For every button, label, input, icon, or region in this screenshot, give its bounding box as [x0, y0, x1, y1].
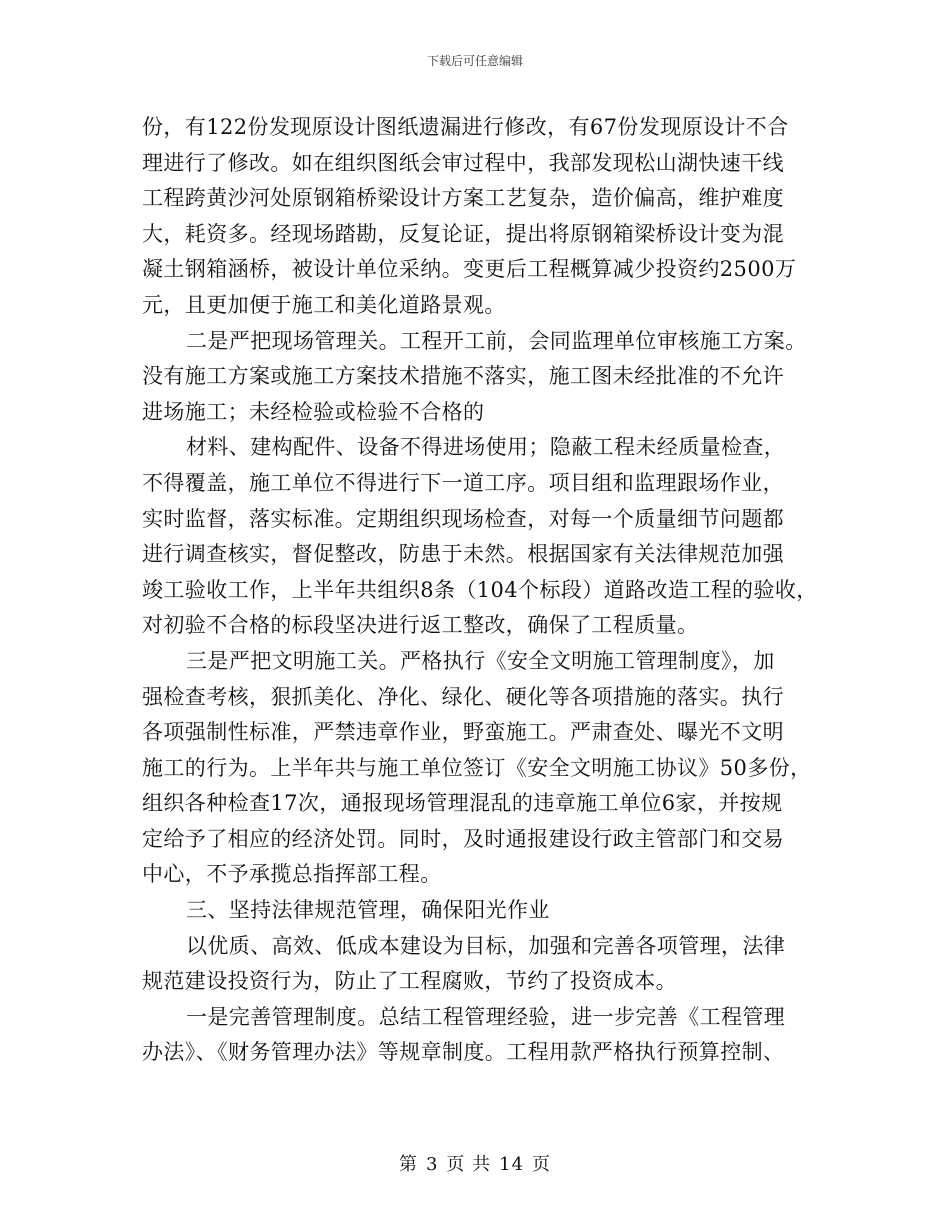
body-line: 规范建设投资行为，防止了工程腐败，节约了投资成本。	[142, 969, 677, 994]
body-line: 工程跨黄沙河处原钢箱桥梁设计方案工艺复杂，造价偏高，维护难度	[142, 186, 784, 211]
body-line: 元，且更加便于施工和美化道路景观。	[142, 292, 506, 317]
body-line: 实时监督，落实标准。定期组织现场检查，对每一个质量细节问题都	[142, 506, 784, 531]
page-header: 下载后可任意编辑	[426, 54, 523, 68]
body-line: 施工的行为。上半年共与施工单位签订《安全文明施工协议》50多份，	[142, 755, 812, 780]
body-line: 不得覆盖，施工单位不得进行下一道工序。项目组和监理跟场作业，	[142, 470, 784, 495]
body-line: 办法》、《财务管理办法》等规章制度。工程用款严格执行预算控制、	[142, 1040, 785, 1065]
body-line: 组织各种检查17次，通报现场管理混乱的违章施工单位6家，并按规	[142, 791, 783, 816]
body-line: 进场施工；未经检验或检验不合格的	[142, 399, 485, 424]
body-line: 材料、建构配件、设备不得进场使用；隐蔽工程未经质量检查，	[186, 435, 786, 460]
body-line: 进行调查核实，督促整改，防患于未然。根据国家有关法律规范加强	[142, 542, 784, 567]
body-line: 以优质、高效、低成本建设为目标，加强和完善各项管理，法律	[186, 933, 786, 958]
footer-current-page: 3	[425, 1154, 439, 1175]
body-line: 对初验不合格的标段坚决进行返工整改，确保了工程质量。	[142, 613, 699, 638]
footer-total-pages: 14	[499, 1154, 525, 1175]
body-line: 一是完善管理制度。总结工程管理经验，进一步完善《工程管理	[186, 1004, 786, 1029]
document-body	[142, 110, 822, 1071]
body-line: 二是严把现场管理关。工程开工前，会同监理单位审核施工方案。	[186, 328, 807, 353]
body-line: 中心，不予承揽总指挥部工程。	[142, 862, 442, 887]
page-footer	[0, 1150, 950, 1176]
body-line: 理进行了修改。如在组织图纸会审过程中，我部发现松山湖快速干线	[142, 150, 784, 175]
body-line: 各项强制性标准，严禁违章作业，野蛮施工。严肃查处、曝光不文明	[142, 720, 784, 745]
body-line: 强检查考核，狠抓美化、净化、绿化、硬化等各项措施的落实。执行	[142, 684, 784, 709]
body-line: 竣工验收工作，上半年共组织8条（104个标段）道路改造工程的验收，	[142, 577, 818, 602]
body-line: 定给予了相应的经济处罚。同时，及时通报建设行政主管部门和交易	[142, 826, 784, 851]
body-line: 没有施工方案或施工方案技术措施不落实，施工图未经批准的不允许	[142, 364, 784, 389]
body-line: 三、坚持法律规范管理，确保阳光作业	[186, 898, 550, 923]
footer-mid: 页 共	[446, 1154, 492, 1175]
body-line: 份，有122份发现原设计图纸遗漏进行修改，有67份发现原设计不合	[142, 115, 789, 139]
body-line: 凝土钢箱涵桥，被设计单位采纳。变更后工程概算减少投资约2500万	[142, 257, 797, 282]
footer-suffix: 页	[532, 1154, 552, 1175]
body-line: 三是严把文明施工关。严格执行《安全文明施工管理制度》，加	[186, 648, 775, 673]
footer-prefix: 第	[398, 1154, 418, 1175]
body-line: 大，耗资多。经现场踏勘，反复论证，提出将原钢箱梁桥设计变为混	[142, 221, 784, 246]
